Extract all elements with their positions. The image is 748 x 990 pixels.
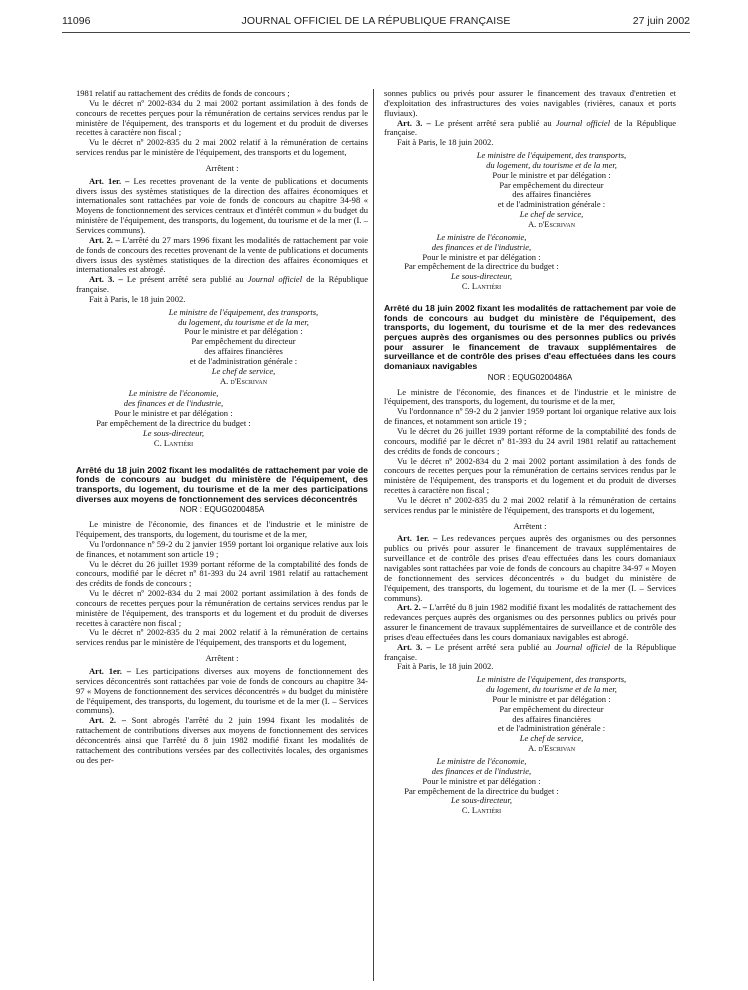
signatory-text: A. d'Escrivan — [527, 743, 576, 754]
signature-line: des finances et de l'industrie, — [123, 398, 224, 409]
journal-title: JOURNAL OFFICIEL DE LA RÉPUBLIQUE FRANÇAISE — [241, 15, 511, 27]
article-label: Art. 3. – — [89, 274, 123, 285]
article-label: Art. 3. – — [397, 641, 431, 652]
signature-line: du logement, du tourisme et de la mer, — [486, 684, 617, 695]
journal-reference: Journal officiel — [247, 274, 303, 285]
article-1 — [76, 177, 368, 236]
article-1 — [384, 534, 676, 603]
paragraph: Vu le décret du 26 juillet 1939 portant réforme de la comptabilité des fonds de concours, modifié par le décret nº 81-393 du 24 avril 1981 relatif au rattachement des crédits de fonds de concours ; — [76, 558, 368, 589]
signature-line: Le ministre de l'économie, — [436, 231, 527, 242]
signature-line: Par empêchement du directeur — [499, 703, 604, 714]
arretent: Arrêtent : — [205, 162, 239, 173]
article-text: Les recettes provenant de la vente de publications et documents divers issus des systèmes statistiques de la direction des affaires économiques et internationales sont rattachées par voie de fonds de concours au chapitre 34-98 « Moyens de fonctionnement des services centraux et d'intérêt commun » du budget du ministère de l'équipement, des transports, du logement, du tourisme et de la mer (I. – Services communs). — [76, 175, 368, 235]
decree-title: Arrêté du 18 juin 2002 fixant les modalités de rattachement par voie de fonds de concours au budget du ministère de l'équipement, des transports, du logement, du tourisme et de la mer des participations diverses aux moyens de fonctionnement des services déconcentrés — [76, 464, 368, 504]
paragraph: Vu le décret nº 2002-834 du 2 mai 2002 portant assimilation à des fonds de concours de recettes perçues pour la rémunération de certains services rendus par le ministère de l'équipement, des transports et du logement et du produit de diverses recettes à caractère non fiscal ; — [76, 97, 368, 138]
article-label: Art. 2. – — [397, 602, 428, 613]
article-2 — [76, 236, 368, 275]
paragraph: Vu le décret nº 2002-834 du 2 mai 2002 portant assimilation à des fonds de concours de recettes perçues pour la rémunération de certains services rendus par le ministère de l'équipement, des transports et du logement et du produit de diverses recettes à caractère non fiscal ; — [76, 588, 368, 628]
signature-line: du logement, du tourisme et de la mer, — [178, 316, 309, 327]
signature-line: Par empêchement du directeur — [191, 336, 296, 347]
left-column — [76, 89, 368, 765]
signature-block — [384, 757, 566, 816]
paragraph: Vu le décret nº 2002-835 du 2 mai 2002 relatif à la rémunération de certains services rendus par le ministère de l'équipement, des transports et du logement, — [76, 137, 368, 158]
signature-line: Le chef de service, — [519, 209, 584, 220]
signature-line: Pour le ministre et par délégation : — [422, 775, 541, 786]
signature-line: et de l'administration générale : — [497, 723, 606, 734]
signature-line: Pour le ministre et par délégation : — [492, 693, 611, 704]
nor-reference: NOR : EQUG0200486A — [487, 372, 573, 382]
nor-reference: NOR : EQUG0200485A — [179, 505, 265, 515]
header-rule — [62, 32, 690, 33]
article-label: Art. 1er. – — [397, 533, 438, 544]
signature-line: des affaires financières — [204, 346, 283, 357]
signatory-text: A. d'Escrivan — [527, 218, 576, 229]
signature-line: Pour le ministre et par délégation : — [184, 326, 303, 337]
decree-title: Arrêté du 18 juin 2002 fixant les modalités de rattachement par voie de fonds de concours au budget du ministère de l'équipement, des transports, du logement, du tourisme et de la mer des redevances perçues auprès des organismes ou des personnes publics ou privés pour assurer le financement de travaux supplémentaires de surveillance et de contrôle des prises d'eau effectuées dans les cours domaniaux navigables — [384, 302, 676, 372]
signature-line: Le chef de service, — [211, 365, 276, 376]
article-text: de la République française. — [76, 274, 368, 295]
article-text: Le présent arrêté sera publié au — [430, 641, 556, 652]
signature-line: des finances et de l'industrie, — [431, 765, 532, 776]
article-2 — [384, 603, 676, 642]
article-text: Le présent arrêté sera publié au — [122, 274, 248, 285]
paragraph: sonnes publics ou privés pour assurer le financement des travaux d'entretien et d'exploitation des infrastructures des voies navigables (rivières, canaux et ports fluviaux). — [384, 88, 676, 118]
fait-a: Fait à Paris, le 18 juin 2002. — [89, 293, 186, 304]
issue-date: 27 juin 2002 — [632, 15, 690, 27]
signatory-name — [414, 220, 676, 230]
signature-line: Pour le ministre et par délégation : — [422, 251, 541, 262]
journal-reference: Journal officiel — [555, 117, 611, 128]
signature-line: Le ministre de l'équipement, des transports, — [168, 306, 319, 317]
signature-line: Par empêchement de la directrice du budget : — [96, 418, 251, 428]
signature-block — [76, 389, 258, 448]
signature-line: des affaires financières — [512, 713, 591, 724]
paragraph: Vu l'ordonnance nº 59-2 du 2 janvier 1959 portant loi organique relative aux lois de finances, et notamment son article 19 ; — [76, 538, 368, 559]
signature-line: Par empêchement de la directrice du budget : — [404, 785, 559, 796]
signature-line: Le ministre de l'économie, — [128, 388, 219, 399]
signature-block — [414, 675, 676, 754]
signature-block — [384, 233, 566, 292]
column-divider — [373, 89, 374, 981]
article-label: Art. 2. – — [89, 715, 126, 726]
article-text: de la République française. — [384, 641, 676, 662]
article-label: Art. 1er. – — [89, 175, 130, 186]
article-label: Art. 1er. – — [89, 666, 131, 676]
fait-a: Fait à Paris, le 18 juin 2002. — [397, 661, 494, 672]
article-text: Les participations diverses aux moyens de fonctionnement des services déconcentrés sont rattachées par voie de fonds de concours au chapitre 34-97 « Moyens de fonctionnement des services déconcentrés » du budget du ministère de l'équipement, des transports, du logement, du tourisme et de la mer (I. – Services communs). — [76, 666, 368, 716]
article-2 — [76, 716, 368, 765]
article-text: Sont abrogés l'arrêté du 2 juin 1994 fixant les modalités de rattachement de contributions diverses aux moyens de fonctionnement des services déconcentrés ainsi que l'arrêté du 8 juin 1982 modifié fixant les modalités de rattachement des contributions versées par des collectivités locales, des organismes ou des per- — [76, 715, 369, 765]
article-3 — [384, 643, 676, 663]
signature-line: des affaires financières — [512, 189, 591, 200]
signature-line: Par empêchement de la directrice du budget : — [404, 261, 559, 272]
article-3 — [384, 119, 676, 139]
signature-line: Le ministre de l'équipement, des transports, — [476, 150, 627, 161]
signatory-name — [106, 377, 368, 387]
article-text: L'arrêté du 8 juin 1982 modifié fixant les modalités de rattachement des redevances perçues auprès des organismes ou des personnes publics ou privés pour assurer le financement de travaux supplémentaires de surveillance et de contrôle des prises d'eau effectuées dans les cours domaniaux navigables est abrogé. — [384, 602, 676, 642]
signature-line: Pour le ministre et par délégation : — [492, 169, 611, 180]
fait-a: Fait à Paris, le 18 juin 2002. — [397, 137, 494, 148]
signature-block — [414, 151, 676, 230]
signature-line: Par empêchement du directeur — [499, 179, 604, 190]
paragraph: Le ministre de l'économie, des finances et de l'industrie et le ministre de l'équipement, des transports, du logement, du tourisme et de la mer, — [76, 519, 368, 540]
signature-line: Pour le ministre et par délégation : — [114, 408, 233, 419]
signature-line: Le ministre de l'économie, — [436, 756, 527, 767]
signature-line: Le sous-directeur, — [451, 795, 512, 806]
signature-line: Le sous-directeur, — [451, 271, 512, 282]
signature-line: Le ministre de l'équipement, des transports, — [476, 674, 627, 685]
signatory-text: C. Lantiéri — [153, 437, 194, 448]
article-text: de la République française. — [384, 117, 676, 138]
paragraph: Vu l'ordonnance nº 59-2 du 2 janvier 1959 portant loi organique relative aux lois de finances, et notamment son article 19 ; — [384, 406, 676, 427]
signature-line: et de l'administration générale : — [497, 199, 606, 210]
signature-line: Le sous-directeur, — [143, 427, 204, 438]
paragraph: Vu le décret nº 2002-834 du 2 mai 2002 portant assimilation à des fonds de concours de recettes perçues pour la rémunération de certains services rendus par le ministère de l'équipement, des transports et du logement et du produit de diverses recettes à caractère non fiscal ; — [384, 455, 676, 496]
signature-block — [106, 308, 368, 387]
paragraph: Vu le décret nº 2002-835 du 2 mai 2002 relatif à la rémunération de certains services rendus par le ministère de l'équipement, des transports et du logement, — [384, 494, 676, 515]
signatory-text: C. Lantiéri — [461, 281, 502, 292]
article-text: Les redevances perçues auprès des organismes ou des personnes publics ou privés pour assurer le financement de travaux supplémentaires de surveillance et de contrôle des prises d'eau effectuées dans les cours domaniaux navigables sont rattachées par voie de fonds de concours au chapitre 34-97 « Moyen de fonctionnement des services déconcentrés » du budget du ministère de l'équipement, des transports, du logement, du tourisme et de la mer (I. – Services communs). — [384, 533, 676, 603]
signatory-name — [384, 282, 566, 292]
arretent: Arrêtent : — [205, 653, 239, 664]
page-header — [62, 13, 690, 29]
paragraph: 1981 relatif au rattachement des crédits de fonds de concours ; — [76, 88, 290, 98]
signatory-text: C. Lantiéri — [461, 805, 502, 816]
signature-line: Le chef de service, — [519, 733, 584, 744]
signatory-name — [76, 439, 258, 449]
article-text: L'arrêté du 27 mars 1996 fixant les modalités de rattachement par voie de fonds de concours des recettes provenant de la vente de publications et documents divers issus des systèmes statistiques de la direction des affaires économiques et internationales est abrogé. — [76, 234, 369, 275]
article-1 — [76, 667, 368, 716]
paragraph: Le ministre de l'économie, des finances et de l'industrie et le ministre de l'équipement, des transports, du logement, du tourisme et de la mer, — [384, 386, 676, 407]
article-label: Art. 2. – — [89, 234, 120, 245]
right-column — [384, 89, 676, 816]
article-label: Art. 3. – — [397, 117, 431, 128]
page-number: 11096 — [62, 15, 91, 27]
paragraph: Vu le décret du 26 juillet 1939 portant réforme de la comptabilité des fonds de concours, modifié par le décret nº 81-393 du 24 avril 1981 relatif au rattachement des crédits de fonds de concours ; — [384, 426, 676, 456]
article-3 — [76, 275, 368, 295]
signatory-text: A. d'Escrivan — [219, 375, 268, 386]
signatory-name — [414, 744, 676, 754]
signatory-name — [384, 806, 566, 816]
signature-line: et de l'administration générale : — [189, 355, 298, 366]
arretent: Arrêtent : — [513, 520, 547, 531]
signature-line: du logement, du tourisme et de la mer, — [486, 159, 617, 170]
journal-reference: Journal officiel — [555, 641, 611, 652]
paragraph: Vu le décret nº 2002-835 du 2 mai 2002 relatif à la rémunération de certains services rendus par le ministère de l'équipement, des transports et du logement, — [76, 627, 368, 648]
article-text: Le présent arrêté sera publié au — [430, 117, 556, 128]
signature-line: des finances et de l'industrie, — [431, 241, 532, 252]
